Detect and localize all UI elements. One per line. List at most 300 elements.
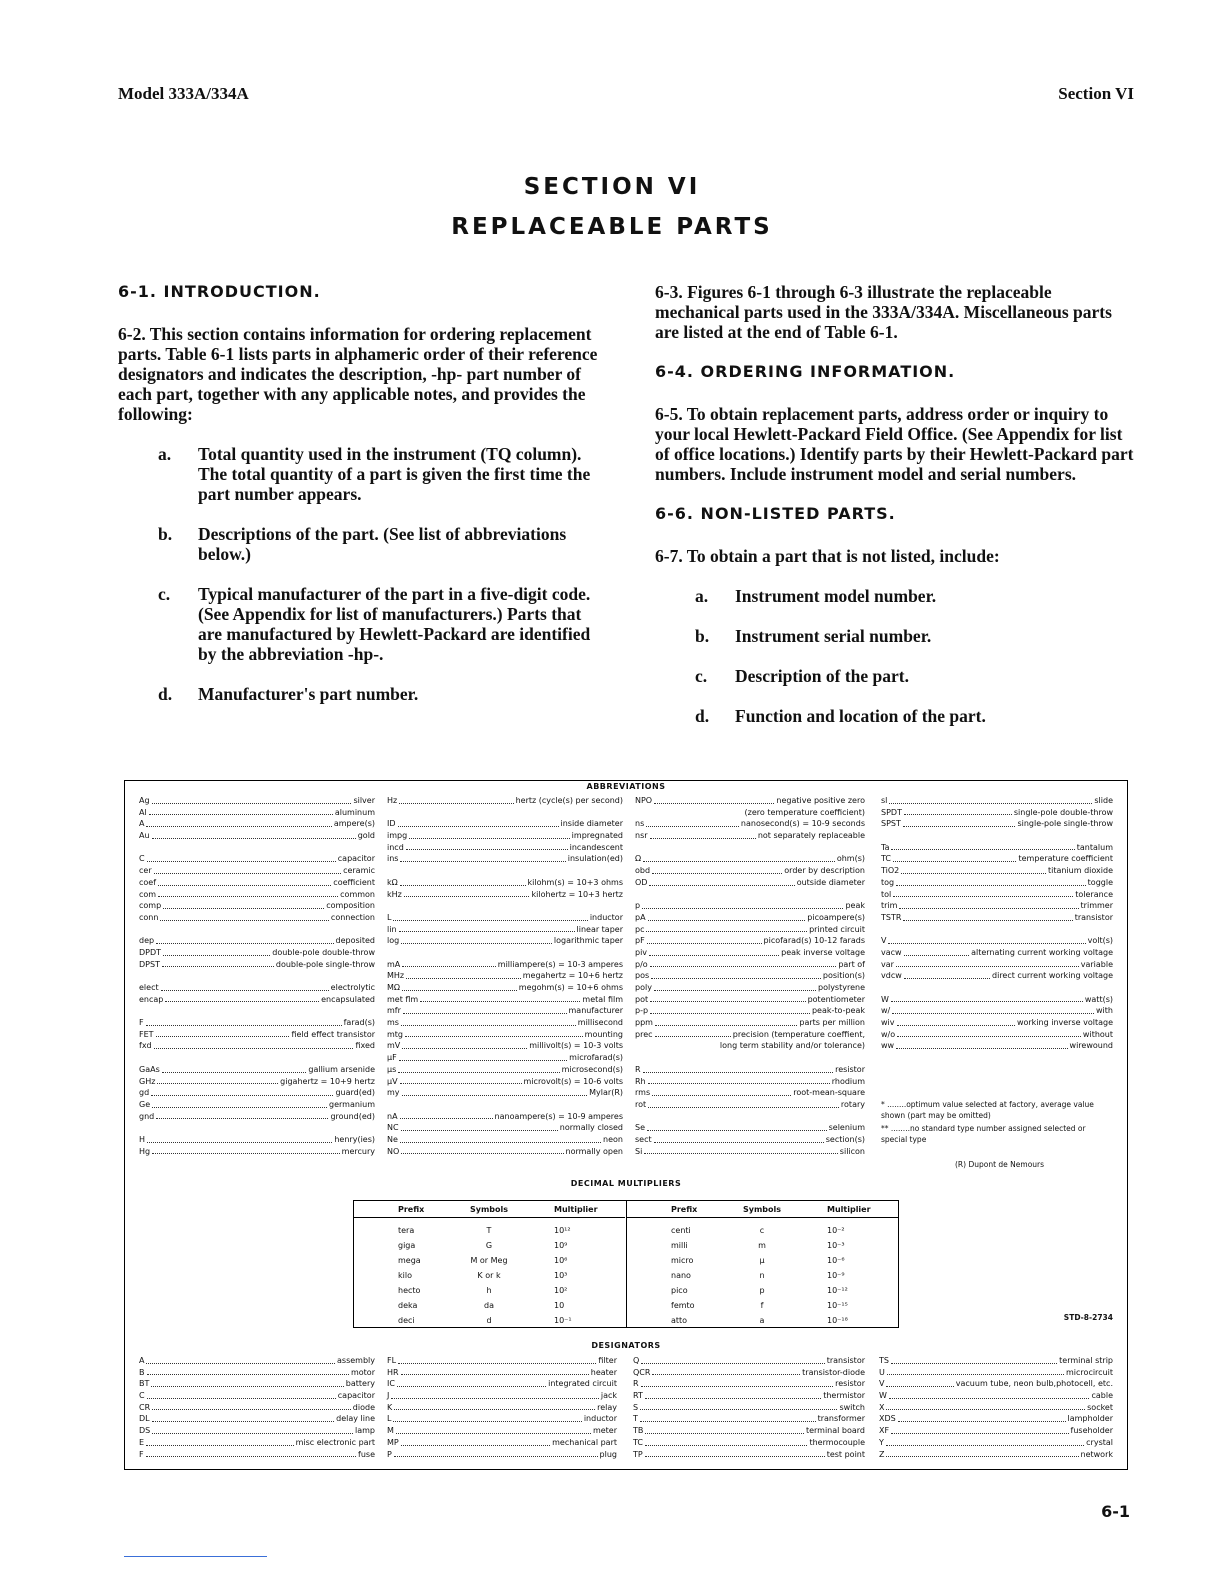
list-item (118, 444, 608, 504)
abbreviation-row-meaning: logarithmic taper (553, 936, 623, 946)
abbreviation-row (387, 818, 623, 830)
decimal-header-cell: Prefix (671, 1204, 698, 1214)
abbreviation-row-meaning: tolerance (1075, 889, 1113, 899)
dot-leader (645, 1449, 825, 1458)
abbreviation-row (635, 795, 865, 807)
dot-leader (651, 970, 821, 979)
abbreviation-row (387, 1087, 623, 1099)
abbreviation-row (387, 889, 623, 901)
abbreviation-row (387, 900, 623, 912)
dot-leader (642, 900, 843, 909)
dot-leader (146, 818, 331, 827)
designator-row (139, 1413, 375, 1425)
abbreviation-row (387, 994, 623, 1006)
abbreviation-row-meaning: slide (1094, 796, 1113, 805)
abbreviation-row (387, 807, 623, 819)
designator-row (879, 1355, 1113, 1367)
decimal-cell: n (759, 1271, 765, 1280)
designator-row-meaning: resistor (835, 1379, 865, 1389)
abbreviation-row-code: NC (387, 1123, 399, 1133)
designator-row-code: M (387, 1426, 394, 1436)
abbreviation-row (635, 1017, 865, 1029)
abbreviation-row-code: cer (139, 866, 152, 876)
decimal-header-row (354, 1201, 625, 1218)
abbreviation-row-meaning: parts per million (799, 1018, 865, 1028)
designator-row (387, 1367, 617, 1379)
abbreviation-row-meaning: long term stability and/or tolerance) (719, 1041, 865, 1051)
abbreviation-row (387, 959, 623, 971)
designator-row-meaning: thermistor (823, 1391, 865, 1401)
decimal-header-cell: Multiplier (554, 1204, 598, 1214)
dot-leader (401, 1146, 563, 1155)
abbreviation-row-meaning: impregnated (571, 831, 623, 841)
list-marker: d. (158, 684, 173, 704)
designator-row (879, 1437, 1113, 1449)
designator-row-code: QCR (633, 1367, 651, 1377)
abbreviation-row-code: TSTR (881, 912, 902, 922)
dot-leader (401, 1437, 550, 1446)
abbreviation-row-code: log (387, 936, 400, 946)
dot-leader (152, 795, 352, 804)
decimal-cell: p (759, 1286, 765, 1295)
abbreviation-row (881, 947, 1113, 959)
designator-row-meaning: vacuum tube, neon bulb,photocell, etc. (955, 1379, 1113, 1389)
dot-leader (404, 889, 530, 898)
abbreviation-row-meaning: single-pole double-throw (1013, 807, 1113, 817)
designator-row-meaning: socket (1087, 1402, 1113, 1412)
abbreviation-row (881, 795, 1113, 807)
section-title: SECTION VI (523, 174, 701, 200)
dot-leader (891, 1425, 1068, 1434)
abbreviation-row (881, 970, 1113, 982)
designator-row-code: XF (879, 1426, 890, 1436)
abbreviation-row (139, 935, 375, 947)
abbreviation-row (387, 877, 623, 889)
dot-leader (401, 1367, 589, 1376)
abbreviation-row (635, 1005, 865, 1017)
abbreviation-row-meaning: picoampere(s) (807, 912, 865, 922)
decimal-cell: tera (398, 1226, 415, 1235)
designator-row-code: RT (633, 1391, 643, 1401)
designator-row-meaning: switch (839, 1402, 865, 1412)
dot-leader (886, 1437, 1084, 1446)
abbreviation-row-code: FET (139, 1029, 154, 1039)
abbreviation-row-meaning: rhodium (831, 1076, 865, 1086)
designator-row-code: CR (139, 1402, 151, 1412)
dot-leader (156, 1029, 290, 1038)
abbreviation-row (635, 1040, 865, 1052)
decimal-cell: 10³ (554, 1271, 568, 1280)
designator-row-meaning: microcircuit (1066, 1367, 1113, 1377)
abbreviation-row-code: p-p (635, 1006, 649, 1016)
abbreviation-row-meaning: gallium arsenide (308, 1064, 375, 1074)
paragraph-6-5: 6-5. To obtain replacement parts, address order or inquiry to your local Hewlett-Packard Field Office. (See Appendix for list of office locations.) Identify parts by their Hewlett-Packard part numbers. Include instrument model and serial numbers. (655, 404, 1134, 484)
designator-row (633, 1355, 865, 1367)
decimal-cell: a (759, 1316, 765, 1325)
dot-leader (645, 1425, 804, 1434)
designator-row (879, 1390, 1113, 1402)
abbreviation-row-meaning: kilohm(s) = 10+3 ohms (527, 877, 623, 887)
abbreviation-row-meaning: variable (1080, 959, 1113, 969)
dot-leader (652, 1087, 791, 1096)
designator-row-meaning: cable (1091, 1391, 1113, 1401)
abbreviation-row-code: μF (387, 1053, 397, 1063)
abbrev-column-1 (139, 795, 375, 1157)
dot-leader (647, 1122, 827, 1131)
dot-leader (398, 1355, 596, 1364)
abbreviation-row-code: MHz (387, 971, 405, 981)
designator-row (139, 1390, 375, 1402)
designator-row-meaning: network (1080, 1449, 1113, 1459)
abbreviation-row (139, 877, 375, 889)
abbreviation-row (635, 900, 865, 912)
decimal-cell: h (486, 1286, 492, 1295)
dot-leader (652, 1367, 800, 1376)
abbreviation-row (139, 830, 375, 842)
abbreviation-row-code: V (881, 936, 887, 946)
abbreviation-row (387, 1040, 623, 1052)
heading-non-listed-parts: 6-6. NON-LISTED PARTS. (655, 504, 896, 523)
abbreviation-row-code: pos (635, 971, 650, 981)
designator-row-meaning: terminal board (805, 1426, 865, 1436)
decimal-cell: T (486, 1226, 492, 1235)
abbreviation-row-meaning: Mylar(R) (589, 1088, 623, 1098)
dot-leader (904, 970, 990, 979)
designator-row (633, 1437, 865, 1449)
abbreviations-title: ABBREVIATIONS (586, 782, 666, 791)
designator-row (387, 1355, 617, 1367)
dot-leader (400, 853, 565, 862)
abbreviation-row (387, 1134, 623, 1146)
note-mylar-trademark: (R) Dupont de Nemours (955, 1160, 1045, 1169)
abbreviation-row (635, 1134, 865, 1146)
dot-leader (165, 994, 319, 1003)
abbreviation-row (635, 807, 865, 819)
abbreviation-row-meaning: double-pole double-throw (272, 947, 375, 957)
decimal-row (354, 1313, 625, 1328)
dot-leader (158, 889, 338, 898)
decimal-row (354, 1238, 625, 1253)
abbreviation-row (139, 795, 375, 807)
list-marker: d. (695, 706, 710, 726)
dot-leader (896, 1040, 1067, 1049)
abbreviation-row-code: piv (635, 947, 648, 957)
dot-leader (637, 1040, 718, 1049)
abbreviation-row-code: ins (387, 854, 399, 864)
abbreviation-row (139, 842, 375, 854)
right-column (655, 282, 1140, 746)
dot-leader (896, 959, 1079, 968)
list-marker: b. (695, 626, 710, 646)
designator-row (879, 1413, 1113, 1425)
abbreviation-row (387, 982, 623, 994)
dot-leader (403, 1005, 567, 1014)
decimal-header-cell: Prefix (398, 1204, 425, 1214)
abbreviation-row-code: kΩ (387, 877, 398, 887)
abbreviation-row (881, 994, 1113, 1006)
abbreviation-row-meaning: capacitor (337, 854, 375, 864)
abbreviation-row-meaning: composition (326, 901, 375, 911)
abbreviation-row-meaning: nanosecond(s) = 10-9 seconds (740, 819, 865, 829)
abbreviation-row-meaning: part of (838, 959, 865, 969)
abbreviation-row-meaning: mounting (584, 1029, 623, 1039)
decimal-cell: milli (671, 1241, 688, 1250)
abbreviation-row (387, 1005, 623, 1017)
abbreviation-row (881, 935, 1113, 947)
designator-row-code: TS (879, 1356, 889, 1365)
designator-row-meaning: jack (600, 1391, 617, 1401)
abbreviation-row-code: vacw (881, 947, 902, 957)
designator-row-meaning: lampholder (1067, 1414, 1113, 1424)
abbreviation-row-code: GaAs (139, 1064, 160, 1074)
abbreviation-row-meaning: silver (353, 796, 375, 805)
dot-leader (654, 795, 774, 804)
decimal-cell: M or Meg (470, 1256, 508, 1265)
dot-leader (149, 807, 333, 816)
dot-leader (402, 1040, 527, 1049)
dot-leader (152, 1402, 351, 1411)
abbreviation-row-code: Hz (387, 796, 398, 805)
abbreviation-row (139, 1122, 375, 1134)
decimal-cell: mega (398, 1256, 421, 1265)
abbreviation-row (139, 1076, 375, 1088)
abbreviation-row-meaning: transistor (1074, 912, 1113, 922)
abbreviation-row (635, 1029, 865, 1041)
abbreviation-row (635, 889, 865, 901)
abbreviation-row (635, 1099, 865, 1111)
designator-row-meaning: capacitor (337, 1391, 375, 1401)
designator-row (633, 1402, 865, 1414)
abbreviation-row (387, 1099, 623, 1111)
right-item-list (655, 586, 1140, 726)
designator-row-code: W (879, 1391, 887, 1401)
abbreviation-row-meaning: electrolytic (330, 983, 375, 992)
abbreviation-row-meaning: root-mean-square (793, 1088, 865, 1098)
designator-row (633, 1367, 865, 1379)
abbreviation-row-meaning: with (1096, 1006, 1113, 1016)
abbreviation-row (139, 1029, 375, 1041)
list-item (118, 524, 608, 564)
dot-leader (154, 1040, 354, 1049)
decimal-cell: deci (398, 1316, 415, 1325)
left-column (118, 282, 608, 724)
abbreviation-row-code: TC (881, 854, 892, 864)
designator-row-code: DS (139, 1426, 151, 1436)
dot-leader (888, 935, 1085, 944)
dot-leader (401, 1017, 576, 1026)
dot-leader (893, 889, 1073, 898)
abbreviation-row-meaning: trimmer (1080, 901, 1113, 911)
designator-row-meaning: fuseholder (1070, 1426, 1113, 1436)
abbreviation-row (881, 830, 1113, 842)
abbreviation-row-meaning: henry(ies) (334, 1134, 375, 1144)
abbreviation-row-meaning: rotary (840, 1099, 865, 1109)
decimal-cell: 10⁻³ (827, 1241, 845, 1250)
abbreviation-row-code: A (139, 819, 145, 829)
designator-row-meaning: battery (345, 1379, 375, 1389)
abbreviation-row (635, 877, 865, 889)
abbreviation-row (139, 889, 375, 901)
dot-leader (650, 830, 756, 839)
abbreviation-row (635, 1064, 865, 1076)
abbreviation-row-meaning: direct current working voltage (992, 971, 1113, 981)
abbreviation-row-code: sect (635, 1134, 652, 1144)
note-optimum-value: * ........optimum value selected at factory, average value shown (part may be omitted) (881, 1100, 1094, 1120)
link-underline (124, 1556, 267, 1557)
designator-row (139, 1437, 375, 1449)
designator-row-code: TC (633, 1437, 644, 1447)
abbreviation-row-code: kHz (387, 889, 402, 899)
abbreviation-row-code: nA (387, 1111, 398, 1121)
dot-leader (152, 1099, 327, 1108)
decimal-row (354, 1298, 625, 1313)
abbreviation-row-code: comp (139, 901, 162, 911)
abbreviation-row-meaning: metal film (582, 994, 623, 1004)
abbreviation-row (881, 842, 1113, 854)
abbreviation-row (881, 900, 1113, 912)
abbreviation-row-code: W (881, 994, 889, 1004)
abbreviation-row (139, 1146, 375, 1158)
dot-leader (887, 1367, 1064, 1376)
dot-leader (649, 877, 794, 886)
abbreviation-row-code: ID (387, 819, 396, 829)
abbreviation-row (635, 842, 865, 854)
dot-leader (641, 1355, 824, 1364)
designator-row (879, 1425, 1113, 1437)
designators-title: DESIGNATORS (591, 1341, 661, 1350)
list-text: Instrument serial number. (735, 626, 932, 646)
abbreviation-row (881, 889, 1113, 901)
dot-leader (394, 1402, 595, 1411)
list-item (655, 706, 1140, 726)
dot-leader (393, 1413, 581, 1422)
abbreviation-row (387, 1064, 623, 1076)
abbreviation-row-code: my (387, 1088, 400, 1098)
designator-row-code: C (139, 1391, 145, 1401)
designator-row (139, 1367, 375, 1379)
header-section: Section VI (1058, 84, 1134, 103)
designator-row (879, 1402, 1113, 1414)
abbreviation-row (387, 947, 623, 959)
designator-row (633, 1378, 865, 1390)
abbreviation-row (139, 807, 375, 819)
paragraph-6-7: 6-7. To obtain a part that is not listed, include: (655, 546, 1000, 566)
designator-row (633, 1413, 865, 1425)
designator-row-code: S (633, 1402, 639, 1412)
abbreviation-row (139, 959, 375, 971)
abbreviation-row-code: Ge (139, 1099, 151, 1109)
dot-leader (637, 807, 743, 816)
abbreviation-row-meaning: connection (330, 912, 375, 922)
designator-row-code: Y (879, 1437, 884, 1447)
abbreviation-row-code: obd (635, 866, 651, 876)
abbreviation-row-code: ppm (635, 1018, 653, 1028)
abbreviation-row (635, 830, 865, 842)
abbreviation-row (635, 1146, 865, 1158)
dot-leader (640, 1413, 816, 1422)
abbreviation-row-meaning: single-pole single-throw (1017, 819, 1113, 829)
heading-ordering-information: 6-4. ORDERING INFORMATION. (655, 362, 956, 381)
designator-row-meaning: meter (592, 1426, 617, 1436)
abbreviation-row-meaning: resistor (835, 1064, 865, 1074)
abbreviation-row (881, 1029, 1113, 1041)
abbreviation-row (387, 970, 623, 982)
abbreviation-row (881, 912, 1113, 924)
designator-row (139, 1355, 375, 1367)
abbreviation-row-code: wiv (881, 1018, 895, 1028)
abbreviation-row (387, 1017, 623, 1029)
abbreviation-row (139, 912, 375, 924)
abbreviation-row-meaning: millivolt(s) = 10-3 volts (529, 1041, 623, 1051)
dot-leader (904, 807, 1012, 816)
decimal-row (354, 1268, 625, 1283)
abbreviation-row-meaning: precision (temperature coeffient, (732, 1029, 865, 1039)
decimal-header-cell: Symbols (742, 1204, 782, 1214)
dot-leader (646, 818, 739, 827)
decimal-cell: 10⁹ (554, 1241, 568, 1250)
abbreviation-row-code: Al (139, 807, 147, 817)
abbreviation-row (635, 994, 865, 1006)
dot-leader (886, 1402, 1085, 1411)
abbreviation-row-meaning: insulation(ed) (567, 854, 623, 864)
abbreviation-row-meaning: megohm(s) = 10+6 ohms (518, 983, 623, 992)
dot-leader (891, 1355, 1057, 1364)
designator-row-code: IC (387, 1379, 395, 1389)
dot-leader (891, 842, 1074, 851)
list-text: Total quantity used in the instrument (TQ column). The total quantity of a part is given the first time the part number appears. (198, 444, 591, 504)
designator-row-code: K (387, 1402, 393, 1412)
dot-leader (401, 935, 552, 944)
designator-row-meaning: thermocouple (809, 1437, 865, 1447)
designator-row-meaning: plug (599, 1449, 617, 1459)
abbreviation-row-meaning: not separately replaceable (757, 831, 865, 841)
designator-row-code: U (879, 1367, 885, 1377)
dot-leader (650, 1005, 810, 1014)
decimal-row (627, 1238, 898, 1253)
decimal-cell: da (484, 1301, 494, 1310)
abbreviation-row-code: Au (139, 831, 150, 841)
abbreviation-row-code: trim (881, 901, 898, 911)
dot-leader (147, 1134, 332, 1143)
designator-row-meaning: relay (597, 1402, 617, 1412)
abbreviation-row-meaning: potentiometer (807, 994, 865, 1004)
designator-row-code: F (139, 1449, 144, 1459)
abbreviation-row (139, 1017, 375, 1029)
abbreviation-row-meaning: tantalum (1076, 842, 1113, 852)
abbreviation-row-code: lin (387, 924, 397, 934)
designator-row-meaning: delay line (336, 1414, 375, 1424)
dot-leader (891, 994, 1083, 1003)
designator-row-code: FL (387, 1356, 397, 1365)
dot-leader (151, 1378, 343, 1387)
decimal-cell: 10⁻⁹ (827, 1271, 845, 1280)
dot-leader (640, 1402, 837, 1411)
abbreviation-row (635, 1052, 865, 1064)
dot-leader (156, 935, 333, 944)
abbreviation-row-meaning: picofarad(s) 10-12 farads (763, 936, 865, 946)
dot-leader (654, 1134, 824, 1143)
abbreviation-row (387, 924, 623, 936)
abbreviation-row-meaning: aluminum (334, 807, 375, 817)
dot-leader (901, 865, 1046, 874)
dot-leader (420, 994, 580, 1003)
paragraph-6-2: 6-2. This section contains information for ordering replacement parts. Table 6-1 lists parts in alphameric order of their reference designators and indicates the description, -hp- part number of each part, together with any applicable notes, and provides the following: (118, 324, 598, 424)
abbreviation-row-meaning: germanium (329, 1099, 375, 1109)
dot-leader (648, 1099, 839, 1108)
abbreviation-row-code: Ne (387, 1134, 398, 1144)
designator-row (387, 1413, 617, 1425)
dot-leader (641, 1378, 834, 1387)
